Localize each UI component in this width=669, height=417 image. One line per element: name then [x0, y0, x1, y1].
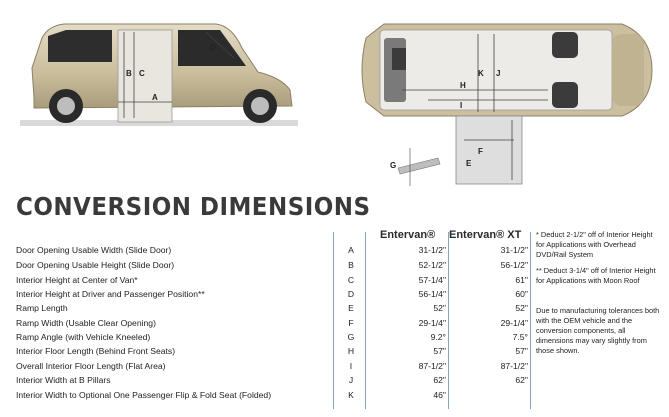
row-label: Interior Width to Optional One Passenger Flip & Fold Seat (Folded) — [16, 390, 272, 400]
entervan-value: 87-1/2" — [418, 361, 446, 371]
side-label-c: C — [139, 69, 145, 78]
entervan-xt-value: 61" — [515, 275, 528, 285]
row-label: Interior Width at B Pillars — [16, 375, 111, 385]
entervan-xt-value: 52" — [515, 303, 528, 313]
entervan-xt-value: 87-1/2" — [500, 361, 528, 371]
table-row — [0, 388, 669, 403]
col-header-entervan: Entervan® — [380, 229, 436, 241]
van-top-view — [352, 8, 658, 192]
entervan-xt-value: 62" — [515, 375, 528, 385]
entervan-value: 62" — [433, 375, 446, 385]
row-letter: I — [349, 361, 353, 371]
row-label: Interior Height at Driver and Passenger Position** — [16, 289, 205, 299]
row-label: Ramp Length — [16, 303, 68, 313]
row-label: Interior Floor Length (Behind Front Seats) — [16, 346, 176, 356]
top-label-e: E — [466, 159, 472, 168]
row-letter: K — [348, 390, 354, 400]
entervan-xt-value: 7.5° — [512, 332, 528, 342]
row-label: Interior Height at Center of Van* — [16, 275, 138, 285]
page-title: CONVERSION DIMENSIONS — [16, 192, 371, 221]
row-letter: F — [348, 318, 354, 328]
footnote-tolerances: Due to manufacturing tolerances both with the OEM vehicle and the conversion components, all dimensions may vary slightly from those shown. — [536, 306, 660, 355]
top-label-i: I — [460, 101, 463, 110]
row-label: Ramp Width (Usable Clear Opening) — [16, 318, 156, 328]
side-label-a: A — [152, 93, 158, 102]
entervan-xt-value: 29-1/4" — [500, 318, 528, 328]
top-label-k: K — [478, 69, 484, 78]
entervan-value: 46" — [433, 390, 446, 400]
table-row — [0, 373, 669, 388]
row-letter: D — [347, 289, 355, 299]
row-letter: H — [347, 346, 355, 356]
row-letter: C — [347, 275, 355, 285]
table-row — [0, 287, 669, 302]
side-label-d: D — [210, 43, 216, 52]
entervan-xt-value: 57" — [515, 346, 528, 356]
van-side-view — [20, 14, 298, 130]
row-letter: B — [348, 260, 354, 270]
entervan-value: 57" — [433, 346, 446, 356]
entervan-value: 9.2° — [430, 332, 446, 342]
row-label: Ramp Angle (with Vehicle Kneeled) — [16, 332, 151, 342]
col-header-entervan-xt: Entervan® XT — [449, 229, 522, 241]
entervan-value: 29-1/4" — [418, 318, 446, 328]
entervan-xt-value: 60" — [515, 289, 528, 299]
entervan-xt-value: 56-1/2" — [500, 260, 528, 270]
row-letter: E — [348, 303, 354, 313]
row-letter: J — [348, 375, 354, 385]
entervan-value: 56-1/4" — [418, 289, 446, 299]
row-letter: A — [348, 245, 354, 255]
table-row — [0, 359, 669, 374]
entervan-value: 52" — [433, 303, 446, 313]
row-letter: G — [347, 332, 355, 342]
footnote-overhead-dvd: * Deduct 2-1/2" off of Interior Height for Applications with Overhead DVD/Rail System — [536, 230, 653, 259]
footnote-moon-roof: ** Deduct 3-1/4" off of Interior Height for Applications with Moon Roof — [536, 266, 656, 285]
row-label: Door Opening Usable Width (Slide Door) — [16, 245, 172, 255]
top-label-j: J — [496, 69, 501, 78]
entervan-value: 52-1/2" — [418, 260, 446, 270]
side-label-b: B — [126, 69, 132, 78]
row-label: Door Opening Usable Height (Slide Door) — [16, 260, 175, 270]
entervan-value: 31-1/2" — [418, 245, 446, 255]
top-label-h: H — [460, 81, 466, 90]
entervan-value: 57-1/4" — [418, 275, 446, 285]
top-label-g: G — [390, 161, 397, 170]
row-label: Overall Interior Floor Length (Flat Area) — [16, 361, 166, 371]
entervan-xt-value: 31-1/2" — [500, 245, 528, 255]
top-label-f: F — [478, 147, 483, 156]
